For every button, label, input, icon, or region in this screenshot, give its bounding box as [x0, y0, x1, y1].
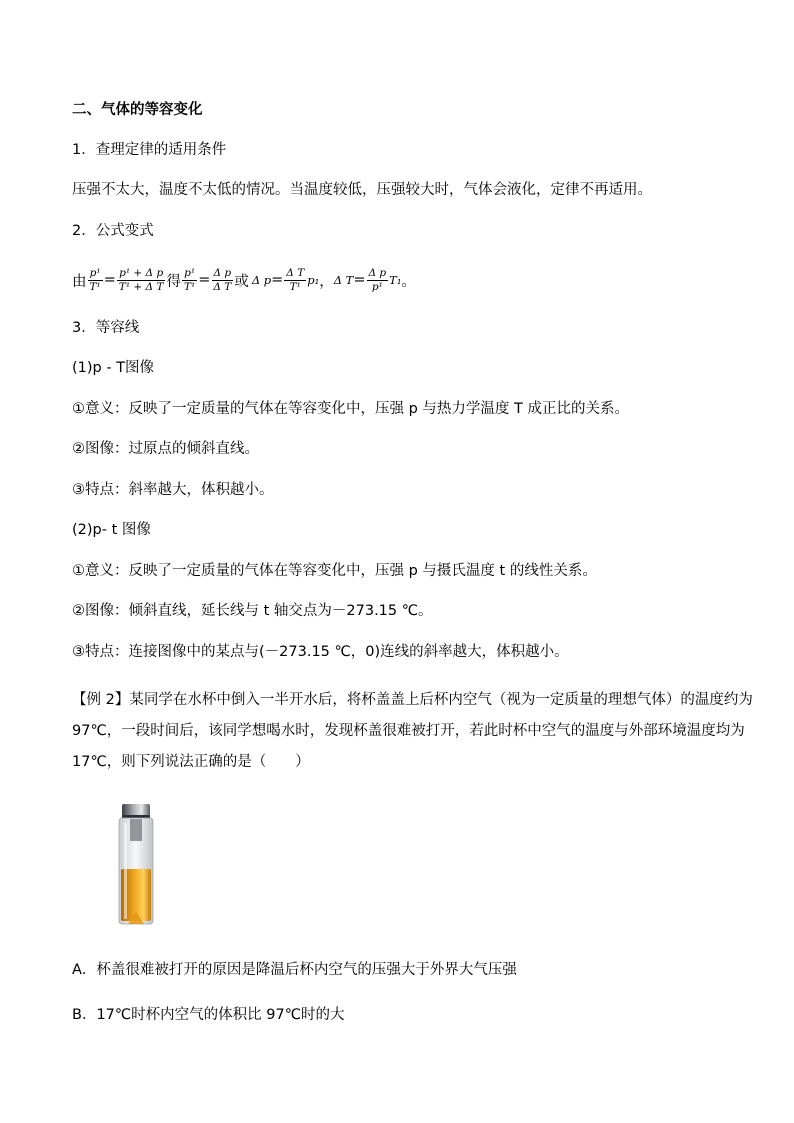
fraction-1-denominator: T¹: [89, 280, 101, 293]
example-line-2: 97℃，一段时间后，该同学想喝水时，发现杯盖很难被打开，若此时杯中空气的温度与外部环境温度均为: [72, 723, 745, 739]
sub2-image: ②图像：倾斜直线，延长线与 t 轴交点为－273.15 ℃。: [72, 603, 433, 619]
option-b: B．17℃时杯内空气的体积比 97℃时的大: [72, 1007, 345, 1023]
fraction-5-denominator: T¹: [289, 280, 301, 293]
example-line-1: 【例 2】某同学在水杯中倒入一半开水后，将杯盖盖上后杯内空气（视为一定质量的理想气体）的温度约为: [72, 692, 753, 708]
sub1-image: ②图像：过原点的倾斜直线。: [72, 441, 259, 457]
item2-title: 2．公式变式: [72, 223, 154, 239]
formula-equals-4: =: [353, 272, 366, 288]
fraction-2-denominator: T¹ + Δ T: [118, 280, 164, 293]
fraction-6: [367, 267, 389, 294]
fraction-5-numerator: Δ T: [286, 266, 305, 279]
sub2-title: (2)p- t 图像: [72, 522, 151, 538]
fraction-2: [117, 267, 166, 294]
item1-title: 1．查理定律的适用条件: [72, 142, 227, 158]
fraction-3-denominator: T¹: [184, 280, 196, 293]
formula-comma: ，: [319, 273, 334, 290]
formula-p1: p₁: [307, 273, 320, 287]
fraction-6-denominator: p¹: [371, 280, 383, 293]
formula-period: 。: [401, 273, 416, 290]
formula-de: 得: [166, 273, 181, 290]
example-line-3: 17℃，则下列说法正确的是（ ）: [72, 754, 310, 770]
fraction-5: [284, 267, 306, 294]
formula-delta-p: Δ p: [251, 273, 272, 287]
item3-title: 3．等容线: [72, 320, 140, 336]
formula-equals-1: =: [103, 272, 116, 288]
formula-you: 由: [72, 273, 87, 290]
sub2-feature: ③特点：连接图像中的某点与(－273.15 ℃，0)连线的斜率越大，体积越小。: [72, 644, 569, 660]
sub2-meaning: ①意义：反映了一定质量的气体在等容变化中，压强 p 与摄氏温度 t 的线性关系。: [72, 563, 597, 579]
fraction-4-numerator: Δ p: [213, 266, 232, 279]
sub1-title: (1)p - T图像: [72, 360, 155, 376]
fraction-1: [88, 267, 103, 294]
fraction-3: [182, 267, 197, 294]
fraction-2-numerator: p¹ + Δ p: [119, 266, 164, 279]
fraction-4-denominator: Δ T: [213, 280, 232, 293]
fraction-3-numerator: p¹: [184, 266, 196, 279]
item1-text: 压强不太大，温度不太低的情况。当温度较低，压强较大时，气体会液化，定律不再适用。: [72, 182, 652, 198]
formula-delta-t: Δ T: [333, 273, 354, 287]
water-cup-image: [112, 803, 160, 927]
option-a: A．杯盖很难被打开的原因是降温后杯内空气的压强大于外界大气压强: [72, 962, 517, 978]
sub1-meaning: ①意义：反映了一定质量的气体在等容变化中，压强 p 与热力学温度 T 成正比的关系。: [72, 401, 629, 417]
fraction-1-numerator: p¹: [89, 266, 101, 279]
section-title: 二、气体的等容变化: [72, 102, 203, 118]
fraction-6-numerator: Δ p: [368, 266, 387, 279]
formula-equals-2: =: [198, 272, 211, 288]
formula-huo: 或: [234, 273, 249, 290]
formula-equals-3: =: [271, 272, 284, 288]
fraction-4: [211, 267, 233, 294]
formula-line: [72, 255, 416, 305]
formula-t1: T₁: [389, 273, 402, 287]
sub1-feature: ③特点：斜率越大，体积越小。: [72, 482, 274, 498]
